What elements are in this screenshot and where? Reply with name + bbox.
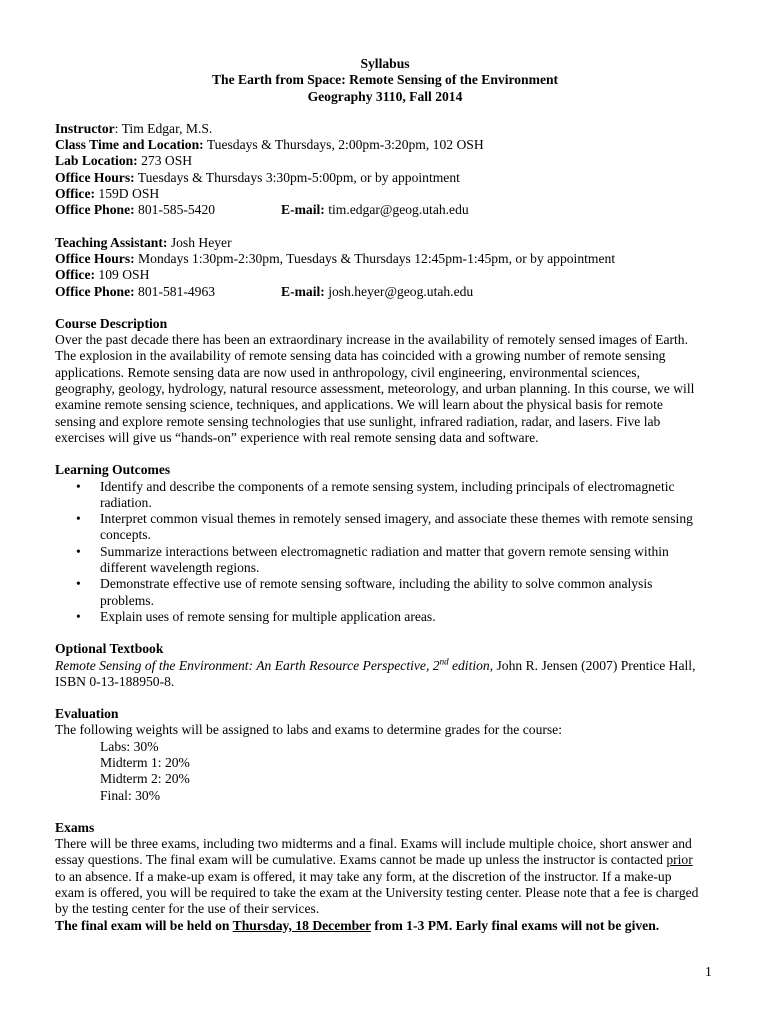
learning-outcomes-section [55,462,715,625]
list-item: Final: 30% [100,787,161,803]
list-item: Midterm 2: 20% [100,771,190,787]
lab-location-line: Lab Location: 273 OSH [55,153,193,169]
instructor-info [55,121,715,219]
bullet-icon: • [76,478,81,494]
ta-office-hours-line: Office Hours: Mondays 1:30pm-2:30pm, Tuesdays & Thursdays 12:45pm-1:45pm, or by appointment [55,250,616,266]
list-item: • Identify and describe the components of a remote sensing system, including principals of electromagnetic radiation. [76,478,675,510]
ta-office-line: Office: 109 OSH [55,267,150,283]
page-content [55,56,715,934]
bullet-icon: • [76,511,81,527]
exams-heading: Exams [55,819,95,835]
course-description-line: geography, geology, hydrology, natural resource assessment, meteorology, and urban planning. In this course, we will [55,381,695,397]
exams-line: There will be three exams, including two midterms and a final. Exams will include multiple choice, short answer and [55,836,692,852]
course-description-heading: Course Description [55,315,168,331]
ta-email: E-mail: josh.heyer@geog.utah.edu [281,283,474,299]
textbook-section [55,641,715,690]
exams-line: exam is offered, you will be required to take the exam at the University testing center. Please note that a fee is charged [55,885,699,901]
final-exam-notice: The final exam will be held on Thursday, 18 December from 1-3 PM. Early final exams will not be given. [55,917,660,933]
exams-line: by the testing center for the use of their services. [55,901,320,917]
course-title: The Earth from Space: Remote Sensing of the Environment [211,72,559,88]
syllabus-header [55,56,715,105]
class-time-line: Class Time and Location: Tuesdays & Thursdays, 2:00pm-3:20pm, 102 OSH [55,137,484,153]
ta-phone-email-line: Office Phone: 801-581-4963 E-mail: josh.heyer@geog.utah.edu [55,283,474,299]
office-hours-line: Office Hours: Tuesdays & Thursdays 3:30pm-5:00pm, or by appointment [55,169,460,185]
office-line: Office: 159D OSH [55,186,160,202]
list-item: • Explain uses of remote sensing for multiple application areas. [76,608,436,624]
textbook-isbn: ISBN 0-13-188950-8. [55,673,175,689]
course-description-section [55,316,715,446]
instructor-line: Instructor: Tim Edgar, M.S. [55,120,213,136]
bullet-icon: • [76,543,81,559]
course-description-line: exercises will give us “hands-on” experience with real remote sensing data and software. [55,429,539,445]
list-item: Midterm 1: 20% [100,754,190,770]
textbook-line: Remote Sensing of the Environment: An Earth Resource Perspective, 2nd edition, John R. Jensen (2007) Prentice Hall, [55,655,696,673]
course-description-line: The explosion in the availability of remote sensing data has coincided with a growing number of remote sensing [55,348,666,364]
bullet-icon: • [76,608,81,624]
ta-info [55,235,715,300]
bullet-icon: • [76,576,81,592]
course-description-line: applications. Remote sensing data are now used in anthropology, civil engineering, environmental sciences, [55,364,640,380]
course-description-line: Over the past decade there has been an extraordinary increase in the availability of remotely sensed images of Earth. [55,332,688,348]
evaluation-section [55,706,715,804]
header-title: Syllabus [360,56,410,71]
list-item: • Interpret common visual themes in remotely sensed imagery, and associate these themes with remote sensing concepts. [76,511,693,543]
list-item: • Demonstrate effective use of remote sensing software, including the ability to solve common analysis problems. [76,576,653,608]
exams-section [55,820,715,934]
course-number: Geography 3110, Fall 2014 [307,88,463,104]
exams-line: to an absence. If a make-up exam is offered, it may take any form, at the discretion of the instructor. If a make-up [55,868,672,884]
exams-line: essay questions. The final exam will be cumulative. Exams cannot be made up unless the instructor is contacted prior [55,852,693,868]
learning-outcomes-list [55,479,715,626]
ta-line: Teaching Assistant: Josh Heyer [55,234,232,250]
evaluation-intro: The following weights will be assigned to labs and exams to determine grades for the course: [55,722,562,738]
page-number: 1 [705,964,712,979]
course-description-line: examine remote sensing science, techniques, and applications. We will learn about the physical basis for remote [55,397,663,413]
phone-email-line: Office Phone: 801-585-5420 E-mail: tim.edgar@geog.utah.edu [55,202,469,218]
list-item: Labs: 30% [100,738,159,754]
evaluation-heading: Evaluation [55,706,119,722]
learning-outcomes-heading: Learning Outcomes [55,462,171,478]
course-description-line: sensing and explore remote sensing technologies that use sunlight, infrared radiation, radar, and lasers. Five lab [55,413,661,429]
textbook-heading: Optional Textbook [55,641,164,657]
instructor-email: E-mail: tim.edgar@geog.utah.edu [281,202,469,218]
list-item: • Summarize interactions between electromagnetic radiation and matter that govern remote sensing within different wavelength regions. [76,543,669,576]
